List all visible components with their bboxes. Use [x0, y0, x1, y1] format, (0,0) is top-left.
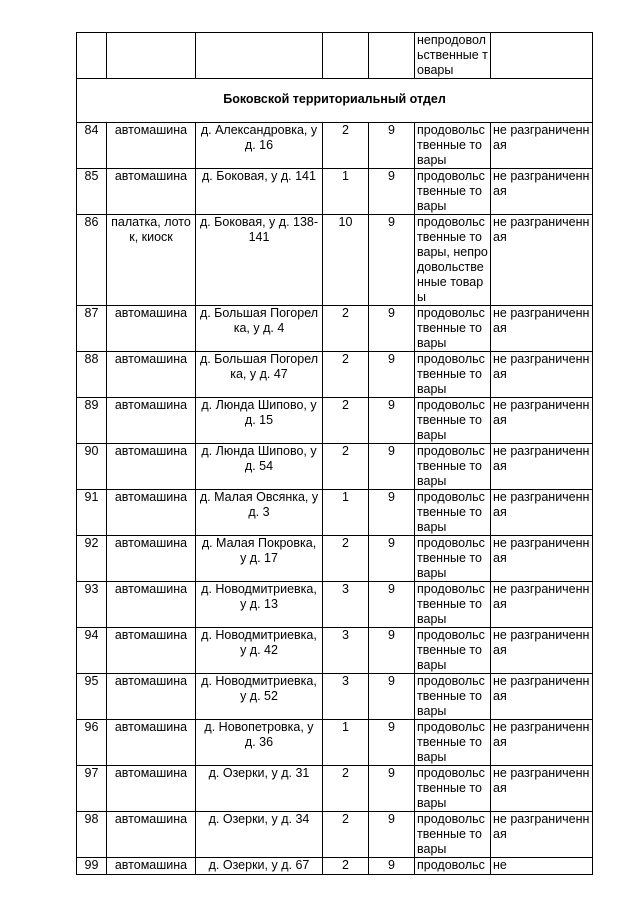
cell-address: д. Новопетровка, у д. 36 — [196, 720, 323, 766]
cell-term: 9 — [369, 582, 415, 628]
cell-goods: продовольственные товары — [415, 720, 491, 766]
cell-ownership: не разграниченная — [491, 628, 593, 674]
cell-address: д. Александровка, у д. 16 — [196, 123, 323, 169]
cell-number: 95 — [77, 674, 107, 720]
cell-count: 2 — [323, 398, 369, 444]
cell-count: 2 — [323, 123, 369, 169]
cell-ownership: не — [491, 858, 593, 875]
cell-count: 10 — [323, 215, 369, 306]
cell-count: 3 — [323, 674, 369, 720]
cell-address: д. Боковая, у д. 141 — [196, 169, 323, 215]
cell-ownership: не разграниченная — [491, 812, 593, 858]
cell-goods: продовольственные товары — [415, 812, 491, 858]
cell-count: 2 — [323, 858, 369, 875]
cell-address: д. Новодмитриевка, у д. 13 — [196, 582, 323, 628]
cell-number: 84 — [77, 123, 107, 169]
cell-goods: продовольственные товары — [415, 444, 491, 490]
cell-term: 9 — [369, 169, 415, 215]
cell-ownership: не разграниченная — [491, 306, 593, 352]
table-row — [77, 720, 593, 766]
cell-address: д. Люнда Шипово, у д. 54 — [196, 444, 323, 490]
cell-number: 94 — [77, 628, 107, 674]
cell-type: автомашина — [107, 582, 196, 628]
cell-ownership: не разграниченная — [491, 123, 593, 169]
cell-term: 9 — [369, 766, 415, 812]
cell-type: автомашина — [107, 444, 196, 490]
cell-number — [77, 33, 107, 79]
cell-goods: продовольственные товары — [415, 306, 491, 352]
table-row — [77, 490, 593, 536]
cell-type: автомашина — [107, 306, 196, 352]
cell-count: 3 — [323, 582, 369, 628]
cell-address: д. Новодмитриевка, у д. 52 — [196, 674, 323, 720]
table-row — [77, 306, 593, 352]
cell-term: 9 — [369, 123, 415, 169]
cell-number: 92 — [77, 536, 107, 582]
cell-type: автомашина — [107, 766, 196, 812]
cell-ownership — [491, 33, 593, 79]
cell-ownership: не разграниченная — [491, 720, 593, 766]
cell-number: 86 — [77, 215, 107, 306]
cell-goods: продовольс — [415, 858, 491, 875]
cell-type: автомашина — [107, 490, 196, 536]
cell-term: 9 — [369, 536, 415, 582]
table-row — [77, 766, 593, 812]
cell-count: 2 — [323, 536, 369, 582]
cell-number: 90 — [77, 444, 107, 490]
cell-goods: продовольственные товары, непродовольственные товары — [415, 215, 491, 306]
cell-term: 9 — [369, 490, 415, 536]
cell-ownership: не разграниченная — [491, 169, 593, 215]
table-row — [77, 812, 593, 858]
cell-term: 9 — [369, 674, 415, 720]
cell-count: 2 — [323, 306, 369, 352]
table-row — [77, 858, 593, 875]
cell-type: автомашина — [107, 628, 196, 674]
cell-goods: продовольственные товары — [415, 398, 491, 444]
cell-goods: продовольственные товары — [415, 766, 491, 812]
cell-goods: продовольственные товары — [415, 628, 491, 674]
cell-term: 9 — [369, 398, 415, 444]
cell-type: автомашина — [107, 536, 196, 582]
cell-goods: продовольственные товары — [415, 674, 491, 720]
cell-ownership: не разграниченная — [491, 536, 593, 582]
cell-number: 93 — [77, 582, 107, 628]
cell-count: 3 — [323, 628, 369, 674]
cell-count: 1 — [323, 490, 369, 536]
cell-type: автомашина — [107, 169, 196, 215]
cell-address: д. Озерки, у д. 31 — [196, 766, 323, 812]
cell-ownership: не разграниченная — [491, 490, 593, 536]
table-row — [77, 33, 593, 79]
cell-ownership: не разграниченная — [491, 674, 593, 720]
cell-term: 9 — [369, 720, 415, 766]
cell-goods: продовольственные товары — [415, 169, 491, 215]
cell-address: д. Озерки, у д. 34 — [196, 812, 323, 858]
cell-count: 2 — [323, 352, 369, 398]
cell-type — [107, 33, 196, 79]
section-header-row — [77, 79, 593, 123]
table-row — [77, 398, 593, 444]
cell-goods: непродовольственные товары — [415, 33, 491, 79]
cell-type: автомашина — [107, 123, 196, 169]
cell-count: 2 — [323, 812, 369, 858]
cell-number: 89 — [77, 398, 107, 444]
cell-type: автомашина — [107, 674, 196, 720]
cell-number: 88 — [77, 352, 107, 398]
cell-term: 9 — [369, 444, 415, 490]
cell-term — [369, 33, 415, 79]
table-row — [77, 674, 593, 720]
cell-address: д. Малая Овсянка, у д. 3 — [196, 490, 323, 536]
cell-goods: продовольственные товары — [415, 490, 491, 536]
cell-count: 2 — [323, 766, 369, 812]
cell-goods: продовольственные товары — [415, 123, 491, 169]
cell-address: д. Озерки, у д. 67 — [196, 858, 323, 875]
cell-count — [323, 33, 369, 79]
cell-address: д. Новодмитриевка, у д. 42 — [196, 628, 323, 674]
cell-goods: продовольственные товары — [415, 582, 491, 628]
cell-count: 2 — [323, 444, 369, 490]
table-row — [77, 582, 593, 628]
cell-type: автомашина — [107, 352, 196, 398]
cell-number: 85 — [77, 169, 107, 215]
cell-address — [196, 33, 323, 79]
cell-ownership: не разграниченная — [491, 352, 593, 398]
cell-term: 9 — [369, 858, 415, 875]
cell-number: 98 — [77, 812, 107, 858]
table-row — [77, 536, 593, 582]
cell-address: д. Люнда Шипово, у д. 15 — [196, 398, 323, 444]
cell-ownership: не разграниченная — [491, 444, 593, 490]
cell-number: 96 — [77, 720, 107, 766]
cell-count: 1 — [323, 169, 369, 215]
section-title: Боковской территориальный отдел — [77, 79, 593, 123]
cell-ownership: не разграниченная — [491, 766, 593, 812]
cell-address: д. Большая Погорелка, у д. 4 — [196, 306, 323, 352]
cell-term: 9 — [369, 215, 415, 306]
table-row — [77, 628, 593, 674]
cell-type: автомашина — [107, 720, 196, 766]
cell-type: палатка, лоток, киоск — [107, 215, 196, 306]
cell-type: автомашина — [107, 398, 196, 444]
cell-count: 1 — [323, 720, 369, 766]
cell-number: 91 — [77, 490, 107, 536]
cell-ownership: не разграниченная — [491, 582, 593, 628]
cell-ownership: не разграниченная — [491, 215, 593, 306]
cell-ownership: не разграниченная — [491, 398, 593, 444]
cell-number: 97 — [77, 766, 107, 812]
cell-goods: продовольственные товары — [415, 536, 491, 582]
table-row — [77, 123, 593, 169]
cell-term: 9 — [369, 306, 415, 352]
cell-type: автомашина — [107, 812, 196, 858]
cell-term: 9 — [369, 812, 415, 858]
cell-address: д. Малая Покровка, у д. 17 — [196, 536, 323, 582]
cell-goods: продовольственные товары — [415, 352, 491, 398]
cell-number: 99 — [77, 858, 107, 875]
table-row — [77, 169, 593, 215]
table-row — [77, 444, 593, 490]
trade-places-table — [76, 32, 593, 875]
cell-number: 87 — [77, 306, 107, 352]
cell-type: автомашина — [107, 858, 196, 875]
cell-term: 9 — [369, 628, 415, 674]
table-row — [77, 215, 593, 306]
cell-address: д. Боковая, у д. 138-141 — [196, 215, 323, 306]
cell-address: д. Большая Погорелка, у д. 47 — [196, 352, 323, 398]
table-row — [77, 352, 593, 398]
cell-term: 9 — [369, 352, 415, 398]
